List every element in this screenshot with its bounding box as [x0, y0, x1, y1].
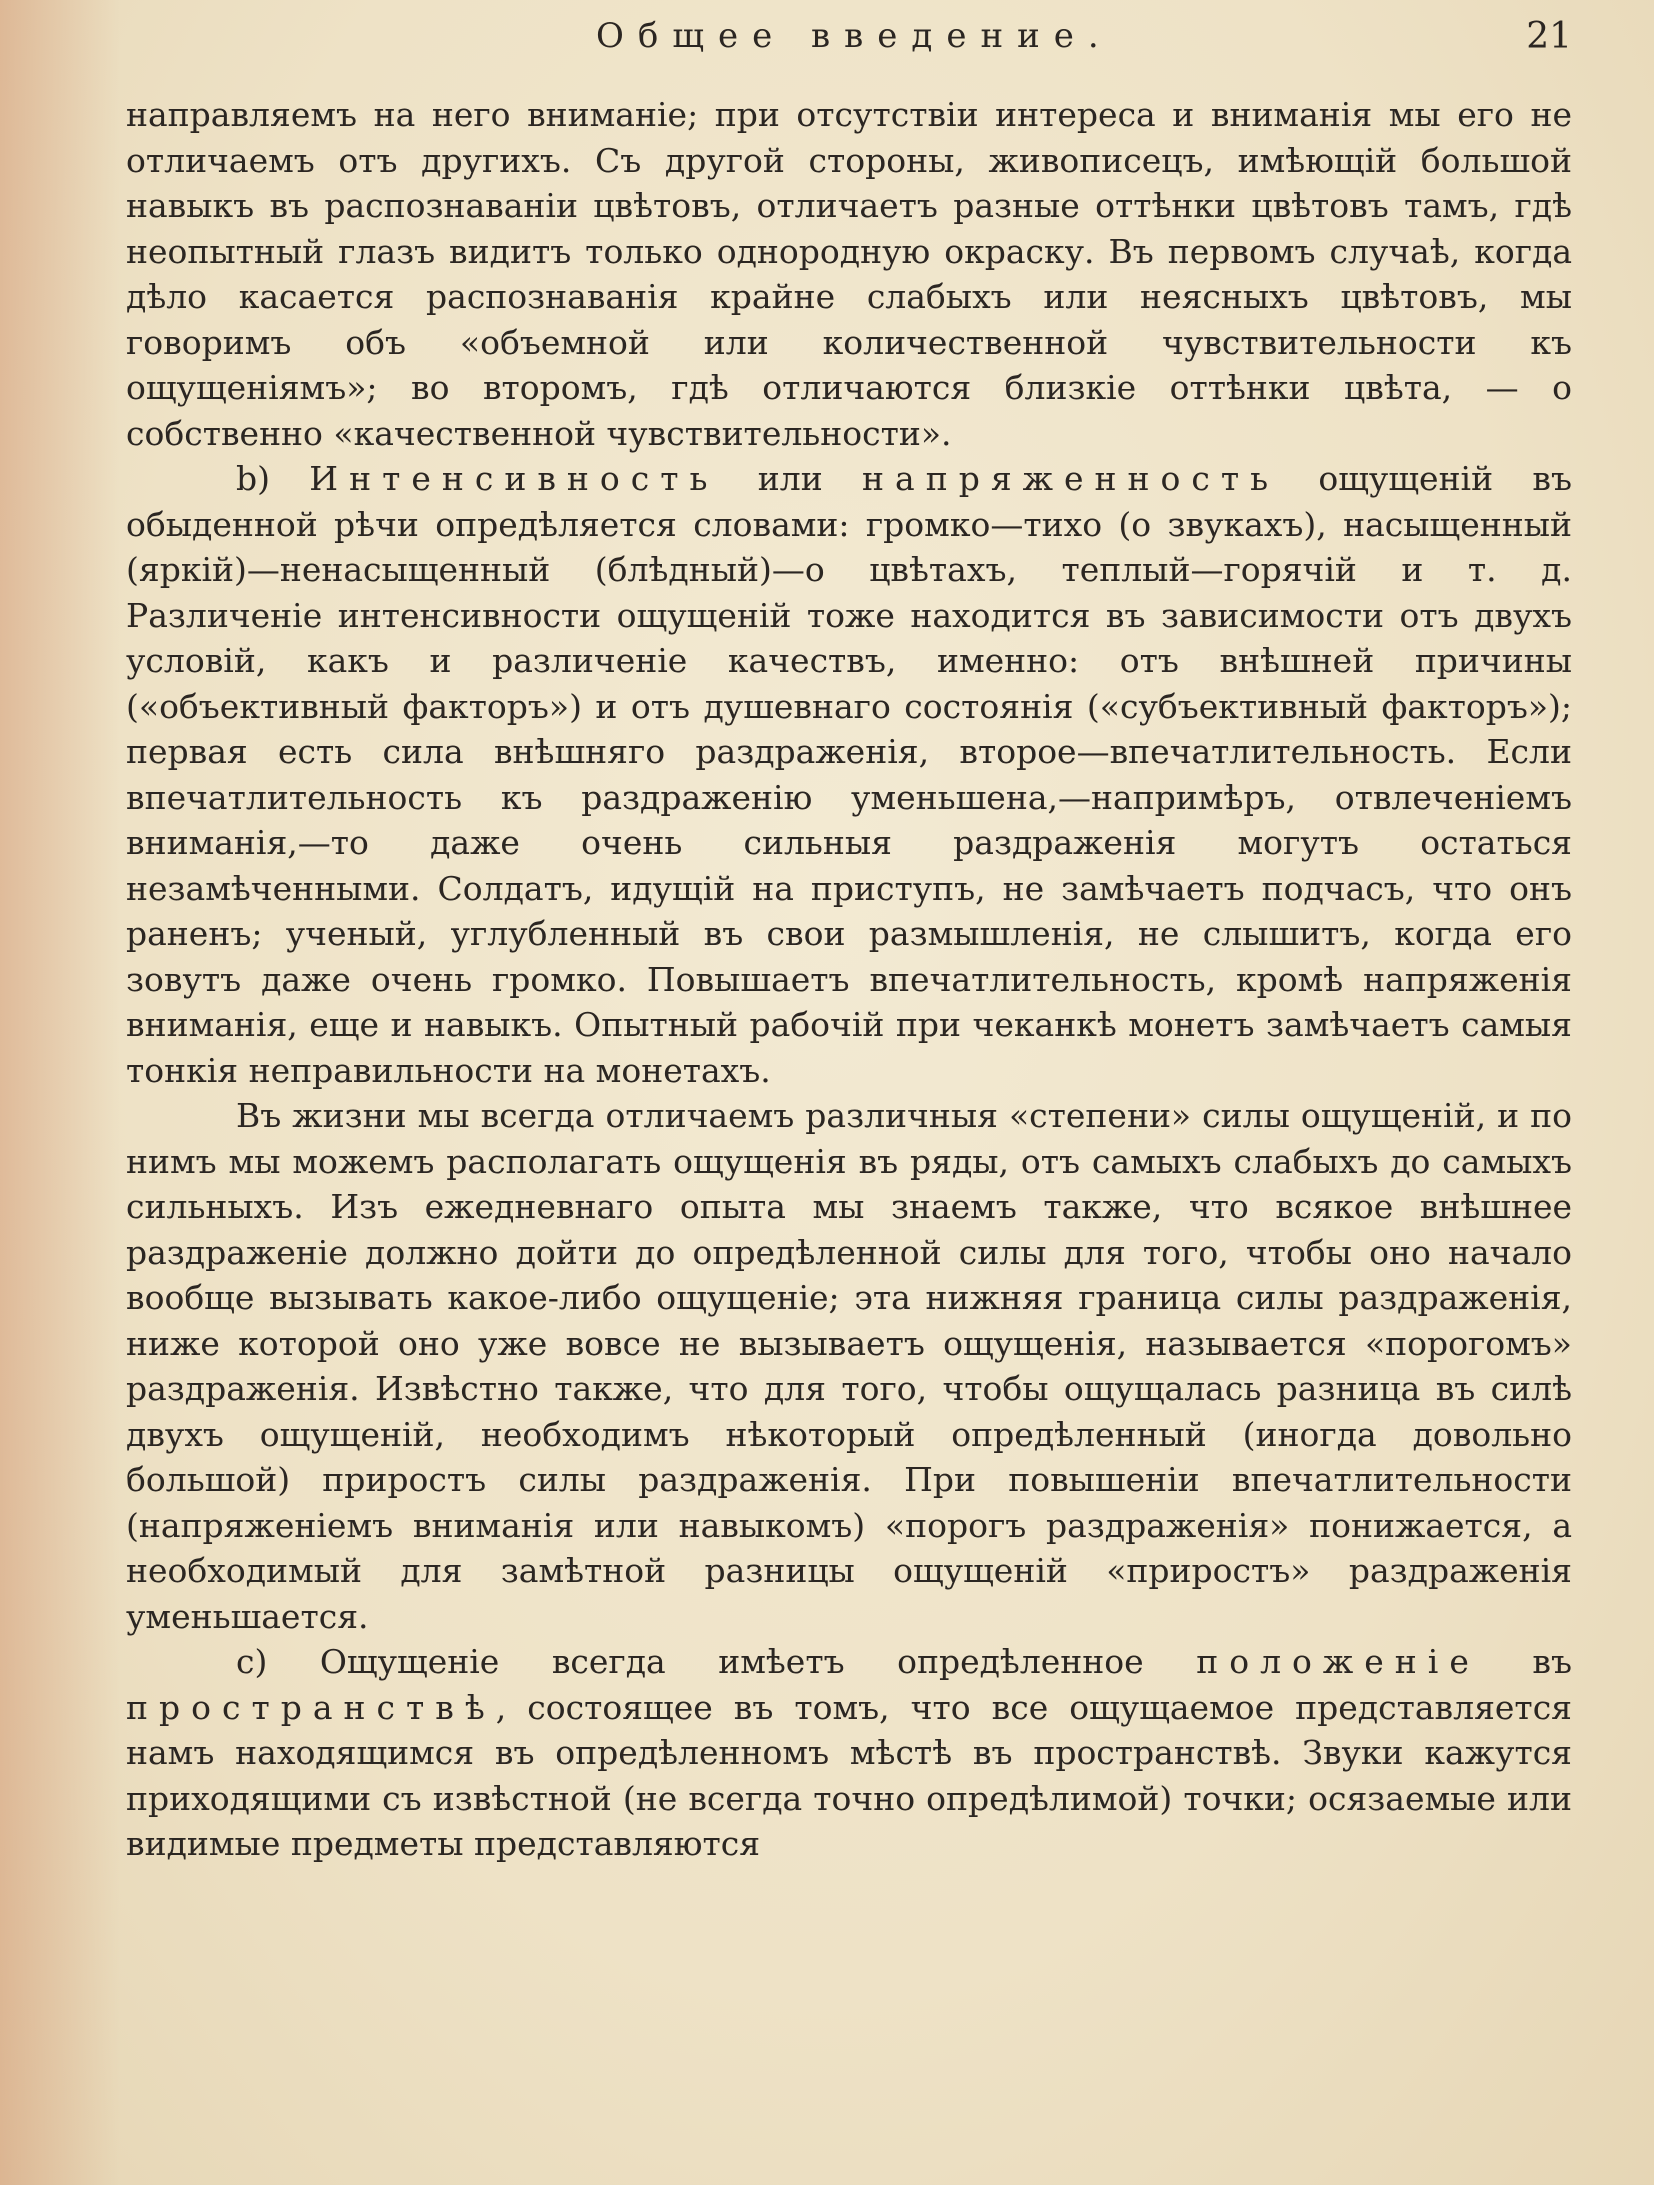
- paragraph-2-lead: b): [236, 459, 310, 498]
- paragraph-4-mid: въ: [1479, 1642, 1572, 1681]
- paragraph-4-spaced-term-1: положеніе: [1196, 1642, 1480, 1681]
- page-number: 21: [1526, 16, 1572, 57]
- paragraph-1: [126, 92, 1572, 456]
- page-header: [126, 16, 1572, 66]
- paragraph-2-mid: или: [718, 459, 863, 498]
- paragraph-2-text: ощущеній въ обыденной рѣчи опредѣляется словами: громко—тихо (о звукахъ), насыщенный (яркій)—ненасыщенный (блѣдный)—о цвѣтахъ, теплый—горячій и т. д. Различеніе интенсивности ощущеній тоже находится въ зависимости отъ двухъ условій, какъ и различеніе качествъ, именно: отъ внѣшней причины («объективный факторъ») и отъ душевнаго состоянія («субъективный факторъ»); первая есть сила внѣшняго раздраженія, второе—впечатлительность. Если впечатлительность къ раздраженію уменьшена,—напримѣръ, отвлеченіемъ вниманія,—то даже очень сильныя раздраженія могутъ остаться незамѣченными. Солдатъ, идущій на приступъ, не замѣчаетъ подчасъ, что онъ раненъ; ученый, углубленный въ свои размышленія, не слышитъ, когда его зовутъ даже очень громко. Повышаетъ впечатлительность, кромѣ напряженія вниманія, еще и навыкъ. Опытный рабочій при чеканкѣ монетъ замѣчаетъ самыя тонкія неправильности на монетахъ.: [126, 459, 1572, 1090]
- paragraph-2: [126, 456, 1572, 1093]
- paragraph-4-spaced-term-2: пространствѣ: [126, 1687, 496, 1727]
- paragraph-3: [126, 1093, 1572, 1639]
- paragraph-1-text: направляемъ на него вниманіе; при отсутствіи интереса и вниманія мы его не отличаемъ отъ другихъ. Съ другой стороны, живописецъ, имѣющій большой навыкъ въ распознаваніи цвѣтовъ, отличаетъ разные оттѣнки цвѣтовъ тамъ, гдѣ неопытный глазъ видитъ только однородную окраску. Въ первомъ случаѣ, когда дѣло касается распознаванія крайне слабыхъ или неясныхъ цвѣтовъ, мы говоримъ объ «объемной или количественной чувствительности къ ощущеніямъ»; во второмъ, гдѣ отличаются близкіе оттѣнки цвѣта, — о собственно «качественной чувствительности».: [126, 95, 1572, 453]
- paragraph-4: [126, 1639, 1572, 1867]
- paragraph-4-lead: c) Ощущеніе всегда имѣетъ опредѣленное: [236, 1642, 1197, 1681]
- page-edge-shading: [0, 0, 120, 2185]
- paragraph-4-text: , состоящее въ томъ, что все ощущаемое представляется намъ находящимся въ опредѣленномъ мѣстѣ въ пространствѣ. Звуки кажутся приходящими съ извѣстной (не всегда точно опредѣлимой) точки; осязаемые или видимые предметы представляются: [126, 1687, 1572, 1863]
- paragraph-2-spaced-term-1: Интенсивность: [309, 459, 719, 498]
- running-title: Общее введение.: [596, 16, 1113, 56]
- paragraph-2-spaced-term-2: напряженность: [862, 459, 1280, 498]
- body-text: [126, 92, 1572, 1867]
- paragraph-3-text: Въ жизни мы всегда отличаемъ различныя «степени» силы ощущеній, и по нимъ мы можемъ располагать ощущенія въ ряды, отъ самыхъ слабыхъ до самыхъ сильныхъ. Изъ ежедневнаго опыта мы знаемъ также, что всякое внѣшнее раздраженіе должно дойти до опредѣленной силы для того, чтобы оно начало вообще вызывать какое-либо ощущеніе; эта нижняя граница силы раздраженія, ниже которой оно уже вовсе не вызываетъ ощущенія, называется «порогомъ» раздраженія. Извѣстно также, что для того, чтобы ощущалась разница въ силѣ двухъ ощущеній, необходимъ нѣкоторый опредѣленный (иногда довольно большой) приростъ силы раздраженія. При повышеніи впечатлительности (напряженіемъ вниманія или навыкомъ) «порогъ раздраженія» понижается, а необходимый для замѣтной разницы ощущеній «приростъ» раздраженія уменьшается.: [126, 1096, 1572, 1636]
